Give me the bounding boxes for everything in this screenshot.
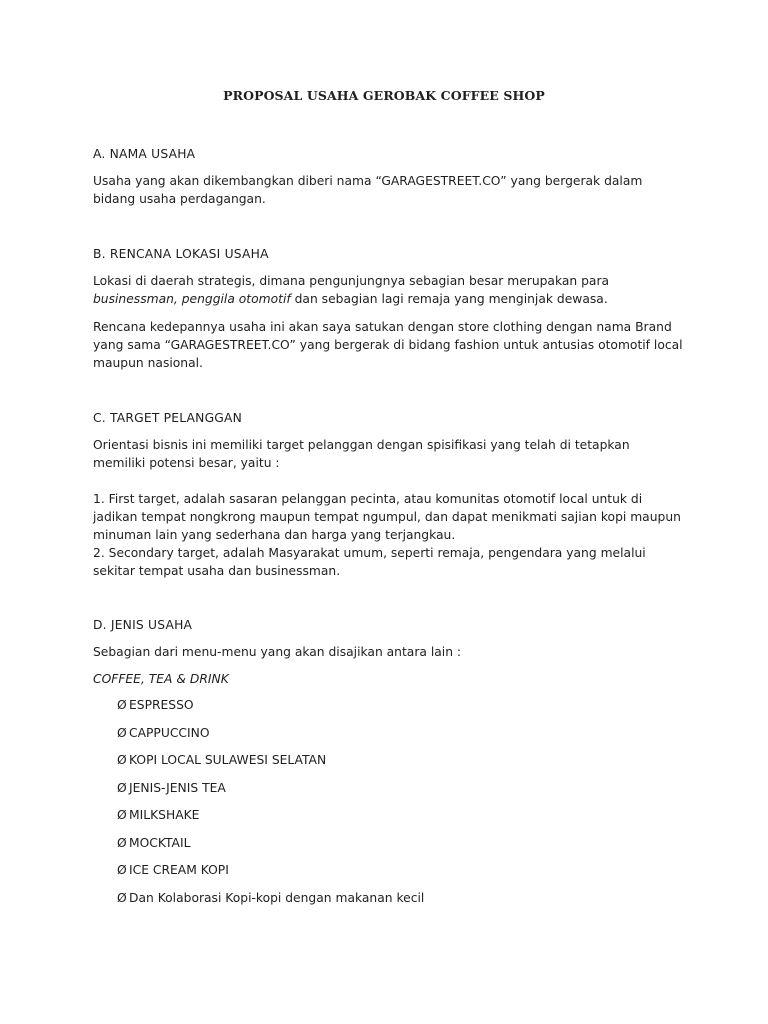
- list-item: [117, 861, 424, 889]
- menu-item-label: MOCKTAIL: [129, 835, 191, 850]
- bullet-icon: Ø: [117, 780, 127, 795]
- list-item: [117, 834, 424, 862]
- list-item: [117, 724, 424, 752]
- section-a-heading: A. NAMA USAHA: [93, 147, 196, 161]
- section-c-target-2: 2. Secondary target, adalah Masyarakat umum, seperti remaja, pengendara yang melalui sekitar tempat usaha dan businessman.: [93, 546, 646, 578]
- document-title: PROPOSAL USAHA GEROBAK COFFEE SHOP: [223, 88, 545, 103]
- bullet-icon: Ø: [117, 725, 127, 740]
- menu-item-label: KOPI LOCAL SULAWESI SELATAN: [129, 753, 327, 767]
- section-b-paragraph-2: Rencana kedepannya usaha ini akan saya satukan dengan store clothing dengan nama Brand yang sama “GARAGESTREET.CO” yang bergerak di bidang fashion untuk antusias otomotif local maupun nasional.: [93, 320, 683, 370]
- bullet-icon: Ø: [117, 863, 127, 877]
- menu-item-label: MILKSHAKE: [129, 808, 200, 822]
- section-b-heading: B. RENCANA LOKASI USAHA: [93, 247, 269, 261]
- menu-item-label: ESPRESSO: [129, 698, 194, 712]
- list-item: [117, 806, 424, 834]
- section-d-intro: Sebagian dari menu-menu yang akan disajikan antara lain :: [93, 645, 462, 659]
- section-b-paragraph-1: [93, 272, 683, 308]
- list-item: [117, 779, 424, 807]
- menu-item-label: JENIS-JENIS TEA: [129, 780, 226, 795]
- bullet-icon: Ø: [117, 753, 127, 767]
- menu-item-label: CAPPUCCINO: [129, 725, 210, 740]
- bullet-icon: Ø: [117, 890, 127, 905]
- section-d-heading: D. JENIS USAHA: [93, 618, 193, 632]
- section-c-heading: C. TARGET PELANGGAN: [93, 411, 243, 425]
- section-b-para1-end: dan sebagian lagi remaja yang menginjak dewasa.: [290, 292, 608, 306]
- list-item: [117, 751, 424, 779]
- menu-list: [117, 696, 424, 916]
- menu-item-label: ICE CREAM KOPI: [129, 863, 229, 877]
- bullet-icon: Ø: [117, 808, 127, 822]
- list-item: [117, 889, 424, 917]
- list-item: [117, 696, 424, 724]
- section-c-target-1: 1. First target, adalah sasaran pelanggan pecinta, atau komunitas otomotif local untuk di jadikan tempat nongkrong maupun tempat ngumpul, dan dapat menikmati sajian kopi maupun minuman lain yang sederhana dan harga yang terjangkau.: [93, 492, 681, 542]
- section-a-text: Usaha yang akan dikembangkan diberi nama “GARAGESTREET.CO” yang bergerak dalam bidang usaha perdagangan.: [93, 174, 643, 206]
- menu-item-label: Dan Kolaborasi Kopi-kopi dengan makanan kecil: [129, 890, 425, 905]
- section-b-para1-italic: businessman, penggila otomotif: [93, 292, 291, 306]
- menu-category: COFFEE, TEA & DRINK: [93, 672, 229, 686]
- section-b-para1-start: Lokasi di daerah strategis, dimana pengunjungnya sebagian besar merupakan para: [93, 274, 610, 288]
- bullet-icon: Ø: [117, 835, 127, 850]
- bullet-icon: Ø: [117, 698, 127, 712]
- section-c-intro: Orientasi bisnis ini memiliki target pelanggan dengan spisifikasi yang telah di tetapkan memiliki potensi besar, yaitu :: [93, 438, 630, 470]
